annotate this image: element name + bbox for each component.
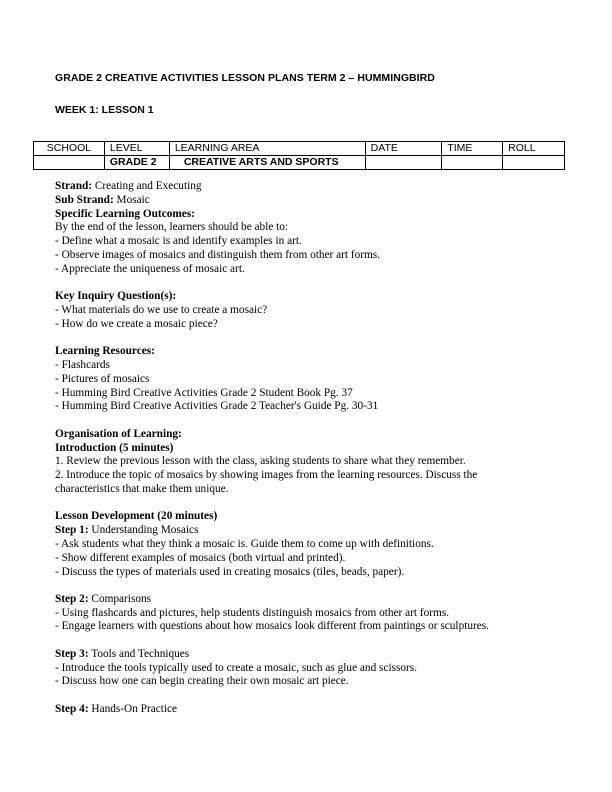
substrand-line xyxy=(55,194,575,208)
list-item: - What materials do we use to create a mosaic? xyxy=(55,303,268,316)
list-item: - Appreciate the uniqueness of mosaic art. xyxy=(55,262,245,275)
step-2-heading xyxy=(55,593,575,607)
step-label: Step 1: xyxy=(55,524,89,537)
list-item: - Pictures of mosaics xyxy=(55,372,150,385)
list-item: - Using flashcards and pictures, help students distinguish mosaics from other art forms. xyxy=(55,606,450,619)
step-title: Hands-On Practice xyxy=(91,702,178,715)
step-label: Step 3: xyxy=(55,647,89,660)
lesson-content xyxy=(55,180,575,717)
list-item: - Show different examples of mosaics (both virtual and printed). xyxy=(55,551,346,564)
lesson-info-table xyxy=(33,141,565,170)
step-3-heading xyxy=(55,648,575,662)
list-item: - Engage learners with questions about how mosaics look different from paintings or sculptures. xyxy=(55,620,489,633)
table-row xyxy=(34,156,565,170)
header-level: LEVEL xyxy=(104,142,169,156)
outcomes-heading: Specific Learning Outcomes: xyxy=(55,207,195,220)
list-item: - Define what a mosaic is and identify examples in art. xyxy=(55,235,302,248)
cell-school xyxy=(34,156,105,170)
intro-line: 1. Review the previous lesson with the class, asking students to share what they remember. xyxy=(55,455,466,468)
development-heading: Lesson Development (20 minutes) xyxy=(55,510,218,523)
header-time: TIME xyxy=(442,142,503,156)
document-title: GRADE 2 CREATIVE ACTIVITIES LESSON PLANS TERM 2 – HUMMINGBIRD xyxy=(55,72,435,84)
step-label: Step 4: xyxy=(55,702,89,715)
step-title: Comparisons xyxy=(91,592,152,605)
list-item: - Humming Bird Creative Activities Grade 2 Teacher's Guide Pg. 30-31 xyxy=(55,400,379,413)
list-item: - Ask students what they think a mosaic is. Guide them to come up with definitions. xyxy=(55,537,434,550)
strand-label: Strand: xyxy=(55,180,93,192)
introduction-heading: Introduction (5 minutes) xyxy=(55,441,174,454)
strand-line xyxy=(55,180,575,194)
substrand-label: Sub Strand: xyxy=(55,193,114,206)
cell-date xyxy=(365,156,442,170)
strand-value: Creating and Executing xyxy=(94,180,202,192)
week-lesson-heading: WEEK 1: LESSON 1 xyxy=(55,104,154,116)
step-1-heading xyxy=(55,524,575,538)
header-school: SCHOOL xyxy=(34,142,105,156)
cell-roll xyxy=(503,156,565,170)
substrand-value: Mosaic xyxy=(116,193,150,206)
list-item: - Observe images of mosaics and distinguish them from other art forms. xyxy=(55,248,381,261)
outcomes-intro: By the end of the lesson, learners should be able to: xyxy=(55,221,289,234)
header-roll: ROLL xyxy=(503,142,565,156)
organisation-heading: Organisation of Learning: xyxy=(55,427,182,440)
step-label: Step 2: xyxy=(55,592,89,605)
list-item: - Discuss how one can begin creating their own mosaic art piece. xyxy=(55,675,349,688)
step-title: Understanding Mosaics xyxy=(91,524,199,537)
list-item: - Humming Bird Creative Activities Grade 2 Student Book Pg. 37 xyxy=(55,386,353,399)
cell-level: GRADE 2 xyxy=(104,156,169,170)
step-title: Tools and Techniques xyxy=(91,647,190,660)
cell-learning-area: CREATIVE ARTS AND SPORTS xyxy=(169,156,365,170)
list-item: - Introduce the tools typically used to create a mosaic, such as glue and scissors. xyxy=(55,661,418,674)
step-4-heading xyxy=(55,703,575,717)
intro-line: characteristics that make them unique. xyxy=(55,482,229,495)
inquiry-heading: Key Inquiry Question(s): xyxy=(55,290,177,303)
header-learning-area: LEARNING AREA xyxy=(169,142,365,156)
intro-line: 2. Introduce the topic of mosaics by showing images from the learning resources. Discuss the xyxy=(55,469,478,482)
header-date: DATE xyxy=(365,142,442,156)
list-item: - Flashcards xyxy=(55,358,110,371)
resources-heading: Learning Resources: xyxy=(55,345,155,358)
list-item: - Discuss the types of materials used in creating mosaics (tiles, beads, paper). xyxy=(55,565,405,578)
cell-time xyxy=(442,156,503,170)
table-header-row xyxy=(34,142,565,156)
list-item: - How do we create a mosaic piece? xyxy=(55,317,218,330)
